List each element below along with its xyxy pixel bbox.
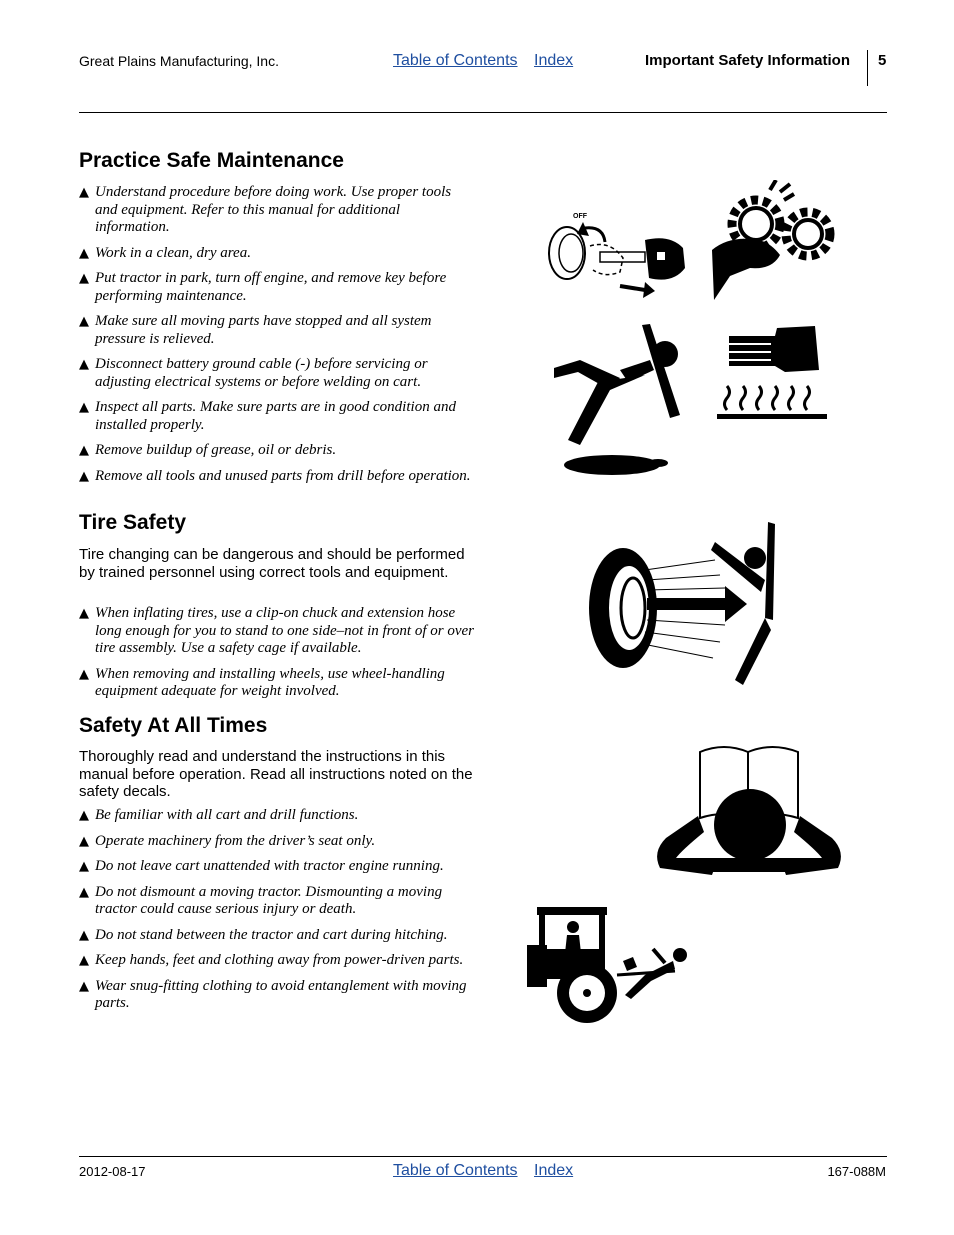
list-item: ▲ Disconnect battery ground cable (-) before servicing or adjusting electrical systems or before welding on cart. xyxy=(79,356,428,390)
list-item: ▲ When removing and installing wheels, use wheel-handling equipment adequate for weight involved. xyxy=(79,665,445,699)
warning-triangle-icon: ▲ xyxy=(79,271,89,286)
section-title-maintenance: Practice Safe Maintenance xyxy=(79,149,344,172)
list-item: ▲ Do not dismount a moving tractor. Dismounting a moving tractor could cause serious injury or death. xyxy=(79,883,443,917)
gear-entanglement-icon xyxy=(710,180,838,300)
list-item: ▲ Inspect all parts. Make sure parts are in good condition and installed properly. xyxy=(79,399,456,433)
hot-surface-icon xyxy=(715,322,830,422)
company-name: Great Plains Manufacturing, Inc. xyxy=(79,53,279,69)
key-off-label: OFF xyxy=(573,213,587,220)
list-item: ▲ Operate machinery from the driver’s seat only. xyxy=(79,832,376,849)
warning-triangle-icon: ▲ xyxy=(79,400,89,415)
tire-explosion-icon xyxy=(585,520,780,690)
list-item: ▲ Remove buildup of grease, oil or debris. xyxy=(79,442,337,458)
header-rule xyxy=(79,112,887,113)
tractor-runover-icon xyxy=(525,905,690,1025)
header-toc-link[interactable]: Table of Contents xyxy=(393,52,518,69)
always-list xyxy=(79,807,474,1021)
page-number: 5 xyxy=(878,52,887,69)
footer-doc-number: 167-088M xyxy=(827,1164,886,1179)
tire-intro: Tire changing can be dangerous and should be performed by trained personnel using correct tools and equipment. xyxy=(79,546,465,581)
read-manual-icon xyxy=(652,740,847,875)
footer-date: 2012-08-17 xyxy=(79,1164,146,1179)
warning-triangle-icon: ▲ xyxy=(79,884,89,900)
always-intro: Thoroughly read and understand the instructions in this manual before operation. Read all instructions noted on the safety decals. xyxy=(79,748,473,800)
warning-triangle-icon: ▲ xyxy=(79,606,89,621)
warning-triangle-icon: ▲ xyxy=(79,357,89,372)
list-item: ▲ Work in a clean, dry area. xyxy=(79,244,251,261)
list-item: ▲ When inflating tires, use a clip-on chuck and extension hose long enough for you to stand to one side–not in front of or over tire assembly. Use a safety cage if available. xyxy=(79,605,475,656)
footer-rule xyxy=(79,1156,887,1157)
warning-triangle-icon: ▲ xyxy=(79,314,89,329)
section-title-always: Safety At All Times xyxy=(79,714,268,737)
warning-triangle-icon: ▲ xyxy=(79,185,89,200)
warning-triangle-icon: ▲ xyxy=(79,808,89,823)
list-item: ▲ Understand procedure before doing work. Use proper tools and equipment. Refer to this manual for additional information. xyxy=(79,184,452,235)
warning-triangle-icon: ▲ xyxy=(79,443,89,458)
footer-index-link[interactable]: Index xyxy=(534,1162,574,1179)
list-item: ▲ Be familiar with all cart and drill functions. xyxy=(79,807,359,823)
remove-key-icon xyxy=(545,208,690,303)
warning-triangle-icon: ▲ xyxy=(79,978,89,994)
list-item: ▲ Do not stand between the tractor and cart during hitching. xyxy=(79,926,448,943)
warning-triangle-icon: ▲ xyxy=(79,245,89,261)
section-title-tire: Tire Safety xyxy=(79,511,186,534)
list-item: ▲ Remove all tools and unused parts from drill before operation. xyxy=(79,467,471,484)
warning-triangle-icon: ▲ xyxy=(79,927,89,943)
slip-hazard-icon xyxy=(550,320,685,485)
header-index-link[interactable]: Index xyxy=(534,52,574,69)
list-item: ▲ Do not leave cart unattended with tractor engine running. xyxy=(79,858,444,874)
warning-triangle-icon: ▲ xyxy=(79,833,89,849)
list-item: ▲ Put tractor in park, turn off engine, and remove key before performing maintenance. xyxy=(79,270,447,304)
list-item: ▲ Keep hands, feet and clothing away from power-driven parts. xyxy=(79,952,464,968)
maintenance-list xyxy=(79,184,474,493)
warning-triangle-icon: ▲ xyxy=(79,468,89,484)
warning-triangle-icon: ▲ xyxy=(79,859,89,874)
header-divider xyxy=(867,50,868,86)
warning-triangle-icon: ▲ xyxy=(79,953,89,968)
warning-triangle-icon: ▲ xyxy=(79,666,89,682)
header-section-title: Important Safety Information xyxy=(645,52,851,69)
list-item: ▲ Wear snug-fitting clothing to avoid entanglement with moving parts. xyxy=(79,977,467,1011)
tire-list xyxy=(79,605,474,709)
list-item: ▲ Make sure all moving parts have stopped and all system pressure is relieved. xyxy=(79,313,432,347)
footer-toc-link[interactable]: Table of Contents xyxy=(393,1162,518,1179)
